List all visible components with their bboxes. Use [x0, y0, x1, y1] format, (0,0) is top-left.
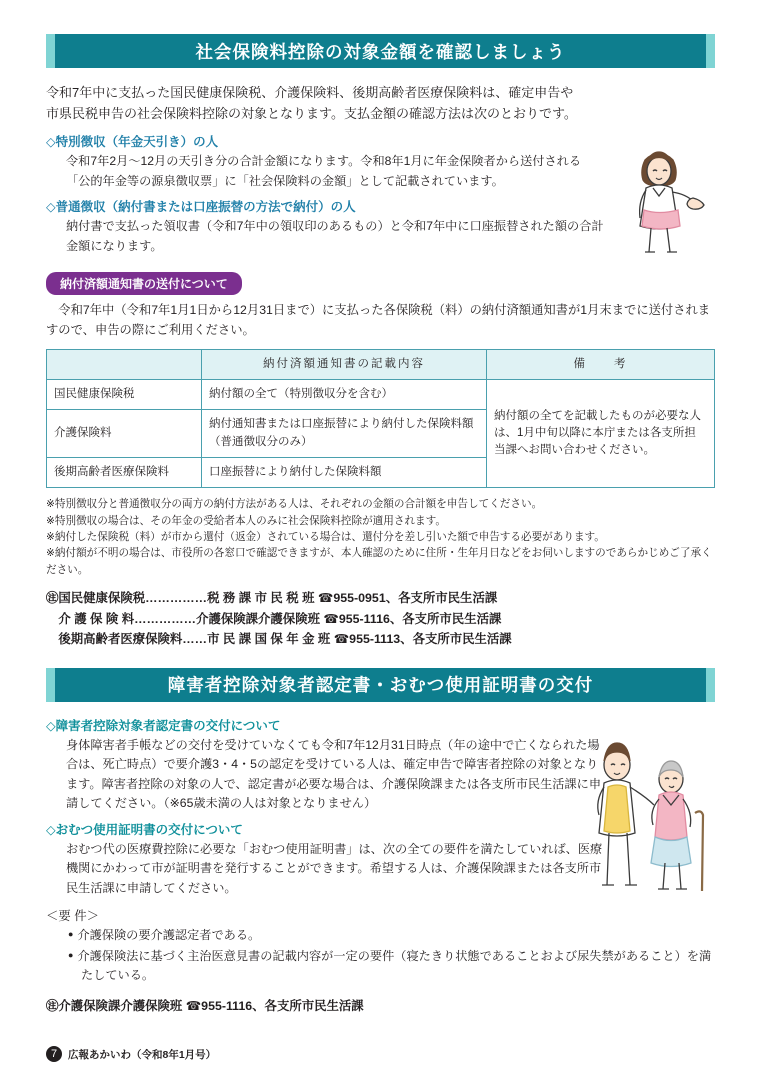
row2-content: 納付通知書または口座振替により納付した保険料額（普通徴収分のみ） — [202, 410, 487, 458]
section1-contacts — [46, 588, 715, 649]
section2-sub1-body: 身体障害者手帳などの交付を受けていなくても令和7年12月31日時点（年の途中で亡くなられた場合は、死亡時点）で要介護3・4・5の認定を受けている人は、確定申告で障害者控除の対象となります。障害者控除の対象の人で、認定書が必要な場合は、介護保険課または各支所市民生活課に申請してください。（※65歳未満の人は対象となりません） — [66, 737, 602, 811]
table-remark-cell: 納付額の全てを記載したものが必要な人は、1月中旬以降に本庁または各支所担当課へお問い合わせください。 — [487, 380, 715, 488]
page-number: 7 — [46, 1046, 62, 1062]
section1-subheading-2: ◇普通徴収（納付書または口座振替の方法で納付）の人 — [46, 200, 356, 215]
page-footer — [46, 1046, 216, 1062]
row1-content: 納付額の全て（特別徴収分を含む） — [202, 380, 487, 410]
section2-sub2-body: おむつ代の医療費控除に必要な「おむつ使用証明書」は、次の全ての要件を満たしていれば、医療機関にかわって市が証明書を発行することができます。希望する人は、介護保険課または各支所市民生活課に申請してください。 — [66, 841, 603, 895]
row2-name: 介護保険料 — [47, 410, 202, 458]
row3-name: 後期高齢者医療保険料 — [47, 457, 202, 487]
row1-name: 国民健康保険税 — [47, 380, 202, 410]
section1-sub2-body: 納付書で支払った領収書（令和7年中の領収印のあるもの）と令和7年中に口座振替された額の合計金額になります。 — [66, 219, 604, 253]
contact-line-3: 後期高齢者医療保険料……市 民 課 国 保 年 金 班 ☎955-1113、各支所市民生活課 — [46, 632, 512, 647]
notice-pill: 納付済額通知書の送付について — [46, 272, 242, 295]
caregiver-illustration — [575, 735, 715, 925]
insurance-table — [46, 349, 715, 488]
contact-line-2: 介 護 保 険 料……………介護保険課介護保険班 ☎955-1116、各支所市民生活課 — [46, 611, 502, 626]
requirement-item: ● 介護保険法に基づく主治医意見書の記載内容が一定の要件（寝たきり状態であることおよび尿失禁があること）を満たしている。 — [68, 947, 715, 986]
section1-subheading-1: ◇特別徴収（年金天引き）の人 — [46, 135, 219, 150]
section2-title: 障害者控除対象者認定書・おむつ使用証明書の交付 — [167, 675, 594, 696]
table-row — [47, 380, 715, 410]
requirements-list — [68, 926, 715, 986]
note-1: ※特別徴収分と普通徴収分の両方の納付方法がある人は、それぞれの金額の合計額を申告してください。 — [46, 498, 543, 511]
section2-header — [46, 668, 715, 702]
requirements-title: ＜要 件＞ — [46, 909, 100, 924]
header-accent-left — [46, 668, 55, 702]
section1-sub1-body: 令和7年2月〜12月の天引き分の合計金額になります。令和8年1月に年金保険者から送付される「公的年金等の源泉徴収票」に「社会保険料の金額」として記載されています。 — [66, 154, 582, 188]
requirement-item: ● 介護保険の要介護認定者である。 — [68, 926, 715, 946]
note-4: ※納付額が不明の場合は、市役所の各窓口で確認できますが、本人確認のために住所・生年月日などをお伺いしますのであらかじめご了承ください。 — [46, 547, 712, 576]
note-3: ※納付した保険税（料）が市から還付（返金）されている場合は、還付分を差し引いた額で申告する必要があります。 — [46, 531, 605, 544]
note-2: ※特別徴収の場合は、その年金の受給者本人のみに社会保険料控除が適用されます。 — [46, 514, 446, 527]
section2-contact: ㊟介護保険課介護保険班 ☎955-1116、各支所市民生活課 — [46, 998, 364, 1013]
section1-lead: 令和7年中に支払った国民健康保険税、介護保険料、後期高齢者医療保険料は、確定申告や市県民税申告の社会保険料控除の対象となります。支払金額の確認方法は次のとおりです。 — [46, 85, 577, 122]
notice-body: 令和7年中（令和7年1月1日から12月31日まで）に支払った各保険税（料）の納付済額通知書が1月末までに送付されますので、申告の際にご利用ください。 — [46, 303, 711, 338]
header-accent-right — [706, 668, 715, 702]
footer-text: 広報あかいわ（令和8年1月号） — [68, 1048, 217, 1061]
staff-illustration — [601, 138, 721, 258]
header-accent-left — [46, 34, 55, 68]
contact-line-1: ㊟国民健康保険税……………税 務 課 市 民 税 班 ☎955-0951、各支所市民生活課 — [46, 591, 498, 606]
table-header-blank — [47, 349, 202, 379]
section2-subheading-1: ◇障害者控除対象者認定書の交付について — [46, 718, 281, 733]
section2-subheading-2: ◇おむつ使用証明書の交付について — [46, 822, 243, 837]
row3-content: 口座振替により納付した保険料額 — [202, 457, 487, 487]
table-header-remark: 備 考 — [487, 349, 715, 379]
header-accent-right — [706, 34, 715, 68]
section1-header — [46, 34, 715, 68]
table-header-content: 納付済額通知書の記載内容 — [202, 349, 487, 379]
table-header-row — [47, 349, 715, 379]
section1-title: 社会保険料控除の対象金額を確認しましょう — [195, 41, 566, 62]
